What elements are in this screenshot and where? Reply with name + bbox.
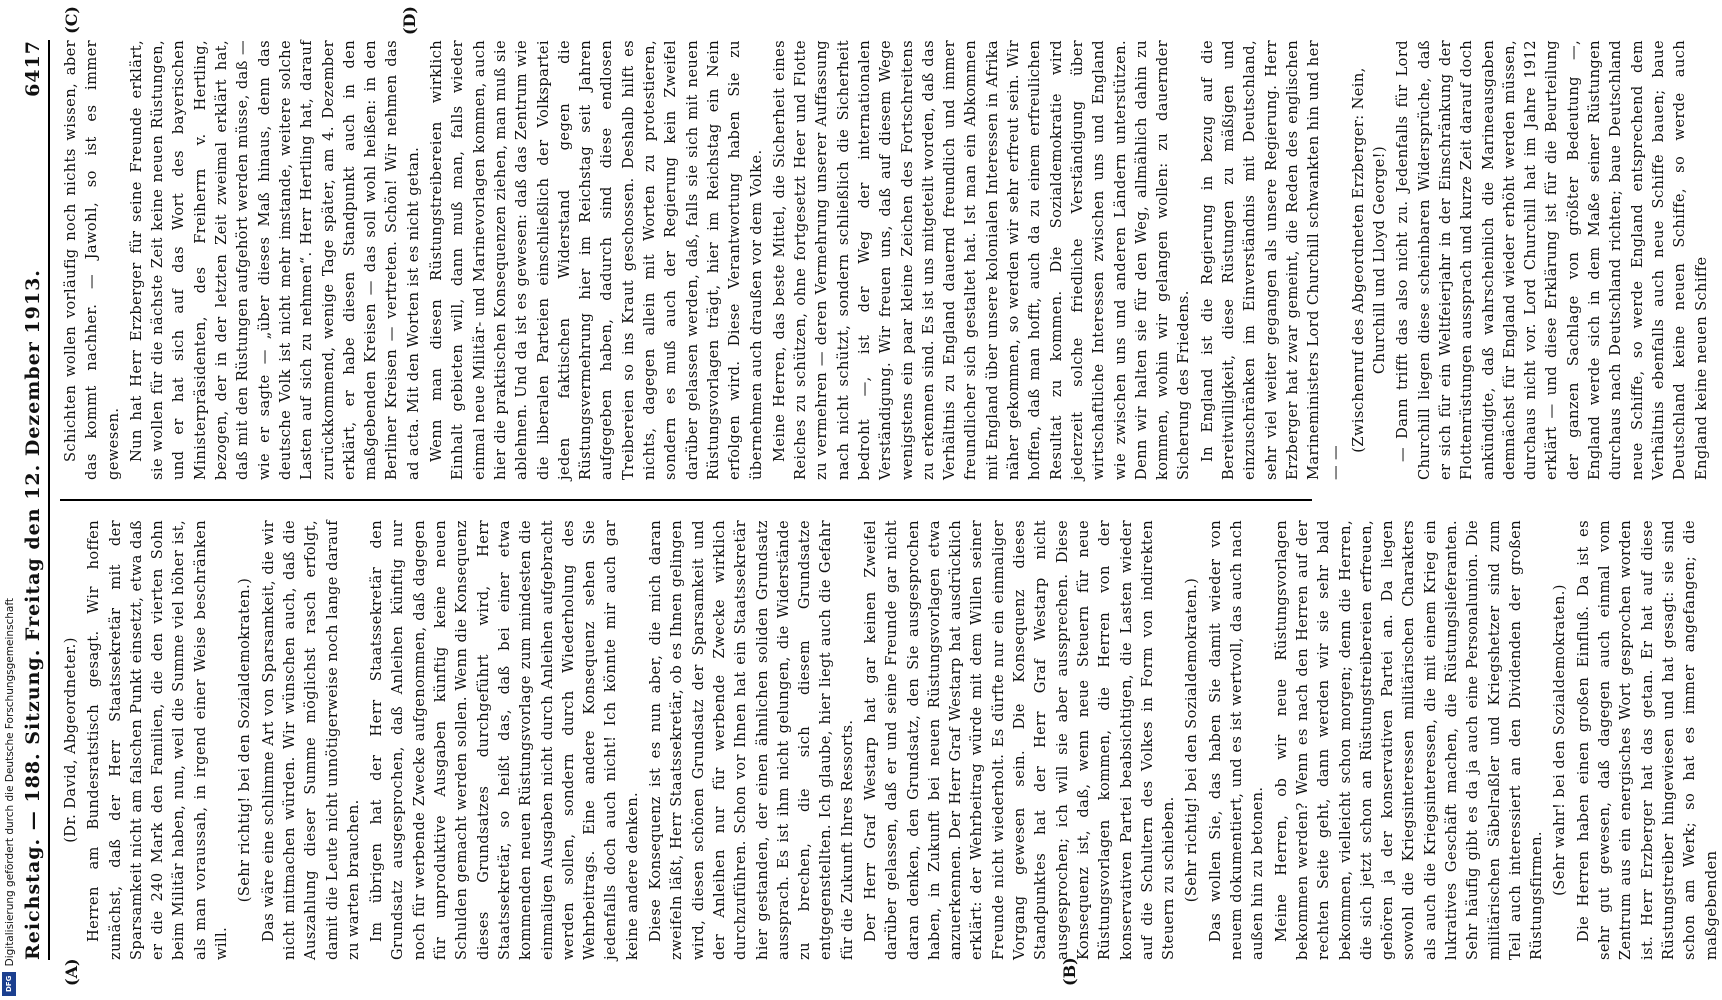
left-paragraph: Im übrigen hat der Herr Staatssekretär den Grundsatz ausgesprochen, daß Anleihen künftig nur noch für werbende Zwecke aufgenommen, daß dagegen für unproduktive Ausgaben künftig keine neuen Schulden gemacht werden sollen. Wenn die Konsequenz dieses Grundsatzes durchgeführt wird, Herr Staatssekretär, so heißt das, daß bei einer etwa kommenden neuen Rüstungsvorlage zum mindesten die einmaligen Ausgaben nicht durch Anleihen aufgebracht werden sollen, sondern durch Wiederholung des Wehrbeitrags. Eine andere Konsequenz sehen Sie jedenfalls doch auch nicht! Ich könnte mir auch gar keine andere denken. xyxy=(368,520,641,960)
digitization-note: Digitalisierung gefördert durch die Deutsche Forschungsgemeinschaft xyxy=(4,597,16,966)
right-paragraph: (Zwischenruf des Abgeordneten Erzberger: Nein, Churchill und Lloyd George!) xyxy=(1349,67,1389,453)
left-paragraph: Herren am Bundesratstisch gesagt. Wir hoffen zunächst, daß der Herr Staatssekretär mit der Sparsamkeit nicht am falschen Punkt einsetzt, etwa daß er die 240 Mark den Familien, die den vierten Sohn beim Militär haben, nun, weil die Summe viel höher ist, als man voraussah, in irgend einer Weise beschränken will. xyxy=(85,520,231,960)
left-paragraph: Der Herr Graf Westarp hat gar keinen Zweifel darüber gelassen, daß er und seine Freunde gar nicht daran denken, den Grundsatz, den Sie ausgesprochen haben, in Zukunft bei neuen Rüstungsvorlagen etwa anzuerkennen. Der Herr Graf Westarp hat ausdrücklich erklärt: der Wehrbeitrag würde mit dem Willen seiner Freunde nicht wiederholt. Es dürfte nur ein einmaliger Vorgang gewesen sein. Die Konsequenz dieses Standpunktes hat der Herr Graf Westarp nicht ausgesprochen; ich will sie aber aussprechen. Diese Konsequenz ist, daß, wenn neue Steuern für neue Rüstungsvorlagen kommen, die Herren von der konservativen Partei beabsichtigen, die Lasten wieder auf die Schultern des Volkes in Form von indirekten Steuern zu schieben. xyxy=(861,520,1178,960)
dfg-logo: DFG xyxy=(2,972,16,996)
right-paragraph: Schichten wollen vorläufig noch nichts wissen, aber das kommt nachher. — Jawohl, so ist es immer gewesen. xyxy=(62,40,122,480)
left-paragraph: (Dr. David, Abgeordneter.) xyxy=(62,637,79,843)
left-paragraph: Diese Konsequenz ist es nun aber, die mich daran zweifeln läßt, Herr Staatssekretär, ob es Ihnen gelingen wird, diesen schönen Grundsatz der Sparsamkeit und der Anleihen nur für werbende Zwecke wirklich durchzuführen. Schon vor Ihnen hat ein Staatssekretär hier gestanden, der einen ähnlichen soliden Grundsatz aussprach. Es ist ihm nicht gelungen, die Widerstände zu brechen, die sich diesem Grundsatze entgegenstellten. Ich glaube, hier liegt auch die Gefahr für die Zukunft Ihres Ressorts. xyxy=(647,520,856,960)
left-paragraph: Die Herren haben einen großen Einfluß. Da ist es sehr gut gewesen, daß dagegen auch einmal vom Zentrum aus ein energisches Wort gesprochen worden ist. Herr Erzberger hat das getan. Er hat auf diese Rüstungstreiber hingewiesen und hat gesagt: sie sind schon am Werk; so hat es immer angefangen; die maßgebenden xyxy=(1574,520,1720,960)
marker-c: (C) xyxy=(62,6,81,34)
marker-d: (D) xyxy=(400,6,419,36)
running-header xyxy=(18,40,50,960)
right-paragraph: Wenn man diesen Rüstungstreibereien wirklich Einhalt gebieten will, dann muß man, falls wieder einmal neue Militär- und Marinevorlagen kommen, auch hier die praktischen Konsequenzen ziehen, man muß sie ablehnen. Und da ist es gewesen: daß das Zentrum wie die liberalen Parteien einschließlich der Volkspartei jeden faktischen Widerstand gegen die Rüstungsvermehrung hier im Reichstag seit Jahren aufgegeben haben, dadurch sind diese endlosen Treibereien so ins Kraut geschossen. Deshalb hilft es nichts, dagegen allein mit Worten zu protestieren, sondern es muß auch der Regierung kein Zweifel darüber gelassen werden, daß, falls sie sich mit neuen Rüstungsvorlagen trägt, hier im Reichstag ein Nein erfolgen wird. Diese Verantwortung haben Sie zu übernehmen auch draußen vor dem Volke. xyxy=(428,40,765,480)
right-paragraph: Nun hat Herr Erzberger für seine Freunde erklärt, sie wollen für die nächste Zeit keine neuen Rüstungen, und er hat sich auf das Wort des bayerischen Ministerpräsidenten, des Freiherrn v. Hertling, bezogen, der in der letzten Zeit zweimal erklärt hat, daß mit den Rüstungen aufgehört werden müsse, daß — wie er sagte — „über dieses Maß hinaus, denn das deutsche Volk ist nicht mehr imstande, weitere solche Lasten auf sich zu nehmen“. Herr Hertling hat, darauf zurückkommend, wenige Tage später, am 4. Dezember erklärt, er habe diesen Standpunkt auch in den maßgebenden Kreisen — das soll wohl heißen: in den Berliner Kreisen — vertreten. Schön! Wir nehmen das ad acta. Mit den Worten ist es nicht getan. xyxy=(127,40,422,480)
right-paragraph: — Dann trifft das also nicht zu. Jedenfalls für Lord Churchill liegen diese scheinbaren Widersprüche, daß er sich für ein Weltfeierjahr in der Einschränkung der Flottenrüstungen aussprach und kurze Zeit darauf doch ankündigte, daß wahrscheinlich die Marineausgaben demnächst für England wieder erhöht werden müssen, durchaus nicht vor. Lord Churchill hat im Jahre 1912 erklärt — und diese Erklärung ist für die Beurteilung der ganzen Sachlage von größter Bedeutung —, England werde sich in dem Maße seiner Rüstungen durchaus nach Deutschland richten; baue Deutschland neue Schiffe, so werde England entsprechend dem Verhältnis ebenfalls auch neue Schiffe bauen; baue Deutschland keine neuen Schiffe, so werde auch England keine neuen Schiffe xyxy=(1394,40,1710,480)
right-column xyxy=(60,40,1710,480)
right-paragraph: Meine Herren, das beste Mittel, die Sicherheit eines Reiches zu schützen, ohne fortgesetzt Heer und Flotte zu vermehren — deren Vermehrung unserer Auffassung nach nicht schützt, sondern schließlich die Sicherheit bedroht —, ist der Weg der internationalen Verständigung. Wir freuen uns, daß auf diesem Wege wenigstens ein paar kleine Zeichen des Fortschreitens zu erkennen sind. Es ist uns mitgeteilt worden, daß das Verhältnis zu England dauernd freundlich und immer freundlicher sich gestaltet hat. Ist man ein Abkommen mit England über unsere kolonialen Interessen in Afrika näher gekommen, so werden wir sehr erfreut sein. Wir hoffen, daß man hofft, auch da zu einem erfreulichen Resultat zu kommen. Die Sozialdemokratie wird jederzeit solche friedliche Verständigung über wirtschaftliche Interessen zwischen uns und England wie zwischen uns und anderen Ländern unterstützen. Denn wir halten sie für den Weg, allmählich dahin zu kommen, wohin wir gelangen wollen: zu dauernder Sicherung des Friedens. xyxy=(770,40,1193,480)
left-paragraph: Das wollen Sie, das haben Sie damit wieder von neuem dokumentiert, und es ist wertvoll, das auch nach außen hin zu betonen. xyxy=(1206,520,1267,960)
left-paragraph: (Sehr wahr! bei den Sozialdemokraten.) xyxy=(1551,584,1569,896)
left-column xyxy=(60,520,1720,960)
left-paragraph: Meine Herren, ob wir neue Rüstungsvorlagen bekommen werden? Wenn es nach den Herren auf der rechten Seite geht, dann werden wir sie sehr bald bekommen, vielleicht schon morgen; denn die Herren, die sich jetzt schon an Rüstungstreibereien erfreuen, gehören ja der konservativen Partei an. Da liegen sowohl die Kriegsinteressen militärischen Charakters als auch die Kriegsinteressen, die mit einem Krieg ein lukratives Geschäft machen, die Rüstungslieferanten. Sehr häufig gibt es da ja auch eine Personalunion. Die militärischen Säbelraßler und Kriegshetzer sind zum Teil auch interessiert an den Dividenden der großen Rüstungsfirmen. xyxy=(1272,520,1546,960)
left-paragraph: (Sehr richtig! bei den Sozialdemokraten.) xyxy=(1183,577,1201,903)
header-title: Reichstag. — 188. Sitzung. Freitag den 12. Dezember 1913. xyxy=(22,269,44,960)
right-paragraph: In England ist die Regierung in bezug auf die Bereitwilligkeit, diese Rüstungen zu mäßigen und einzuschränken im Einverständnis mit Deutschland, sehr viel weiter gegangen als unsere Regierung. Herr Erzberger hat zwar gemeint, die Reden des englischen Marineministers Lord Churchill schwankten hin und her — — xyxy=(1198,40,1344,480)
column-divider xyxy=(60,499,1312,501)
page-number: 6417 xyxy=(22,40,44,97)
left-paragraph: Das wäre eine schlimme Art von Sparsamkeit, die wir nicht mitmachen würden. Wir wünschen auch, daß die Auszahlung dieser Summe möglichst rasch erfolgt, damit die Leute nicht unnötigerweise noch lange darauf zu warten brauchen. xyxy=(259,520,362,960)
left-paragraph: (Sehr richtig! bei den Sozialdemokraten.) xyxy=(236,577,254,903)
marker-a: (A) xyxy=(62,958,81,986)
marker-b: (B) xyxy=(1060,957,1079,986)
